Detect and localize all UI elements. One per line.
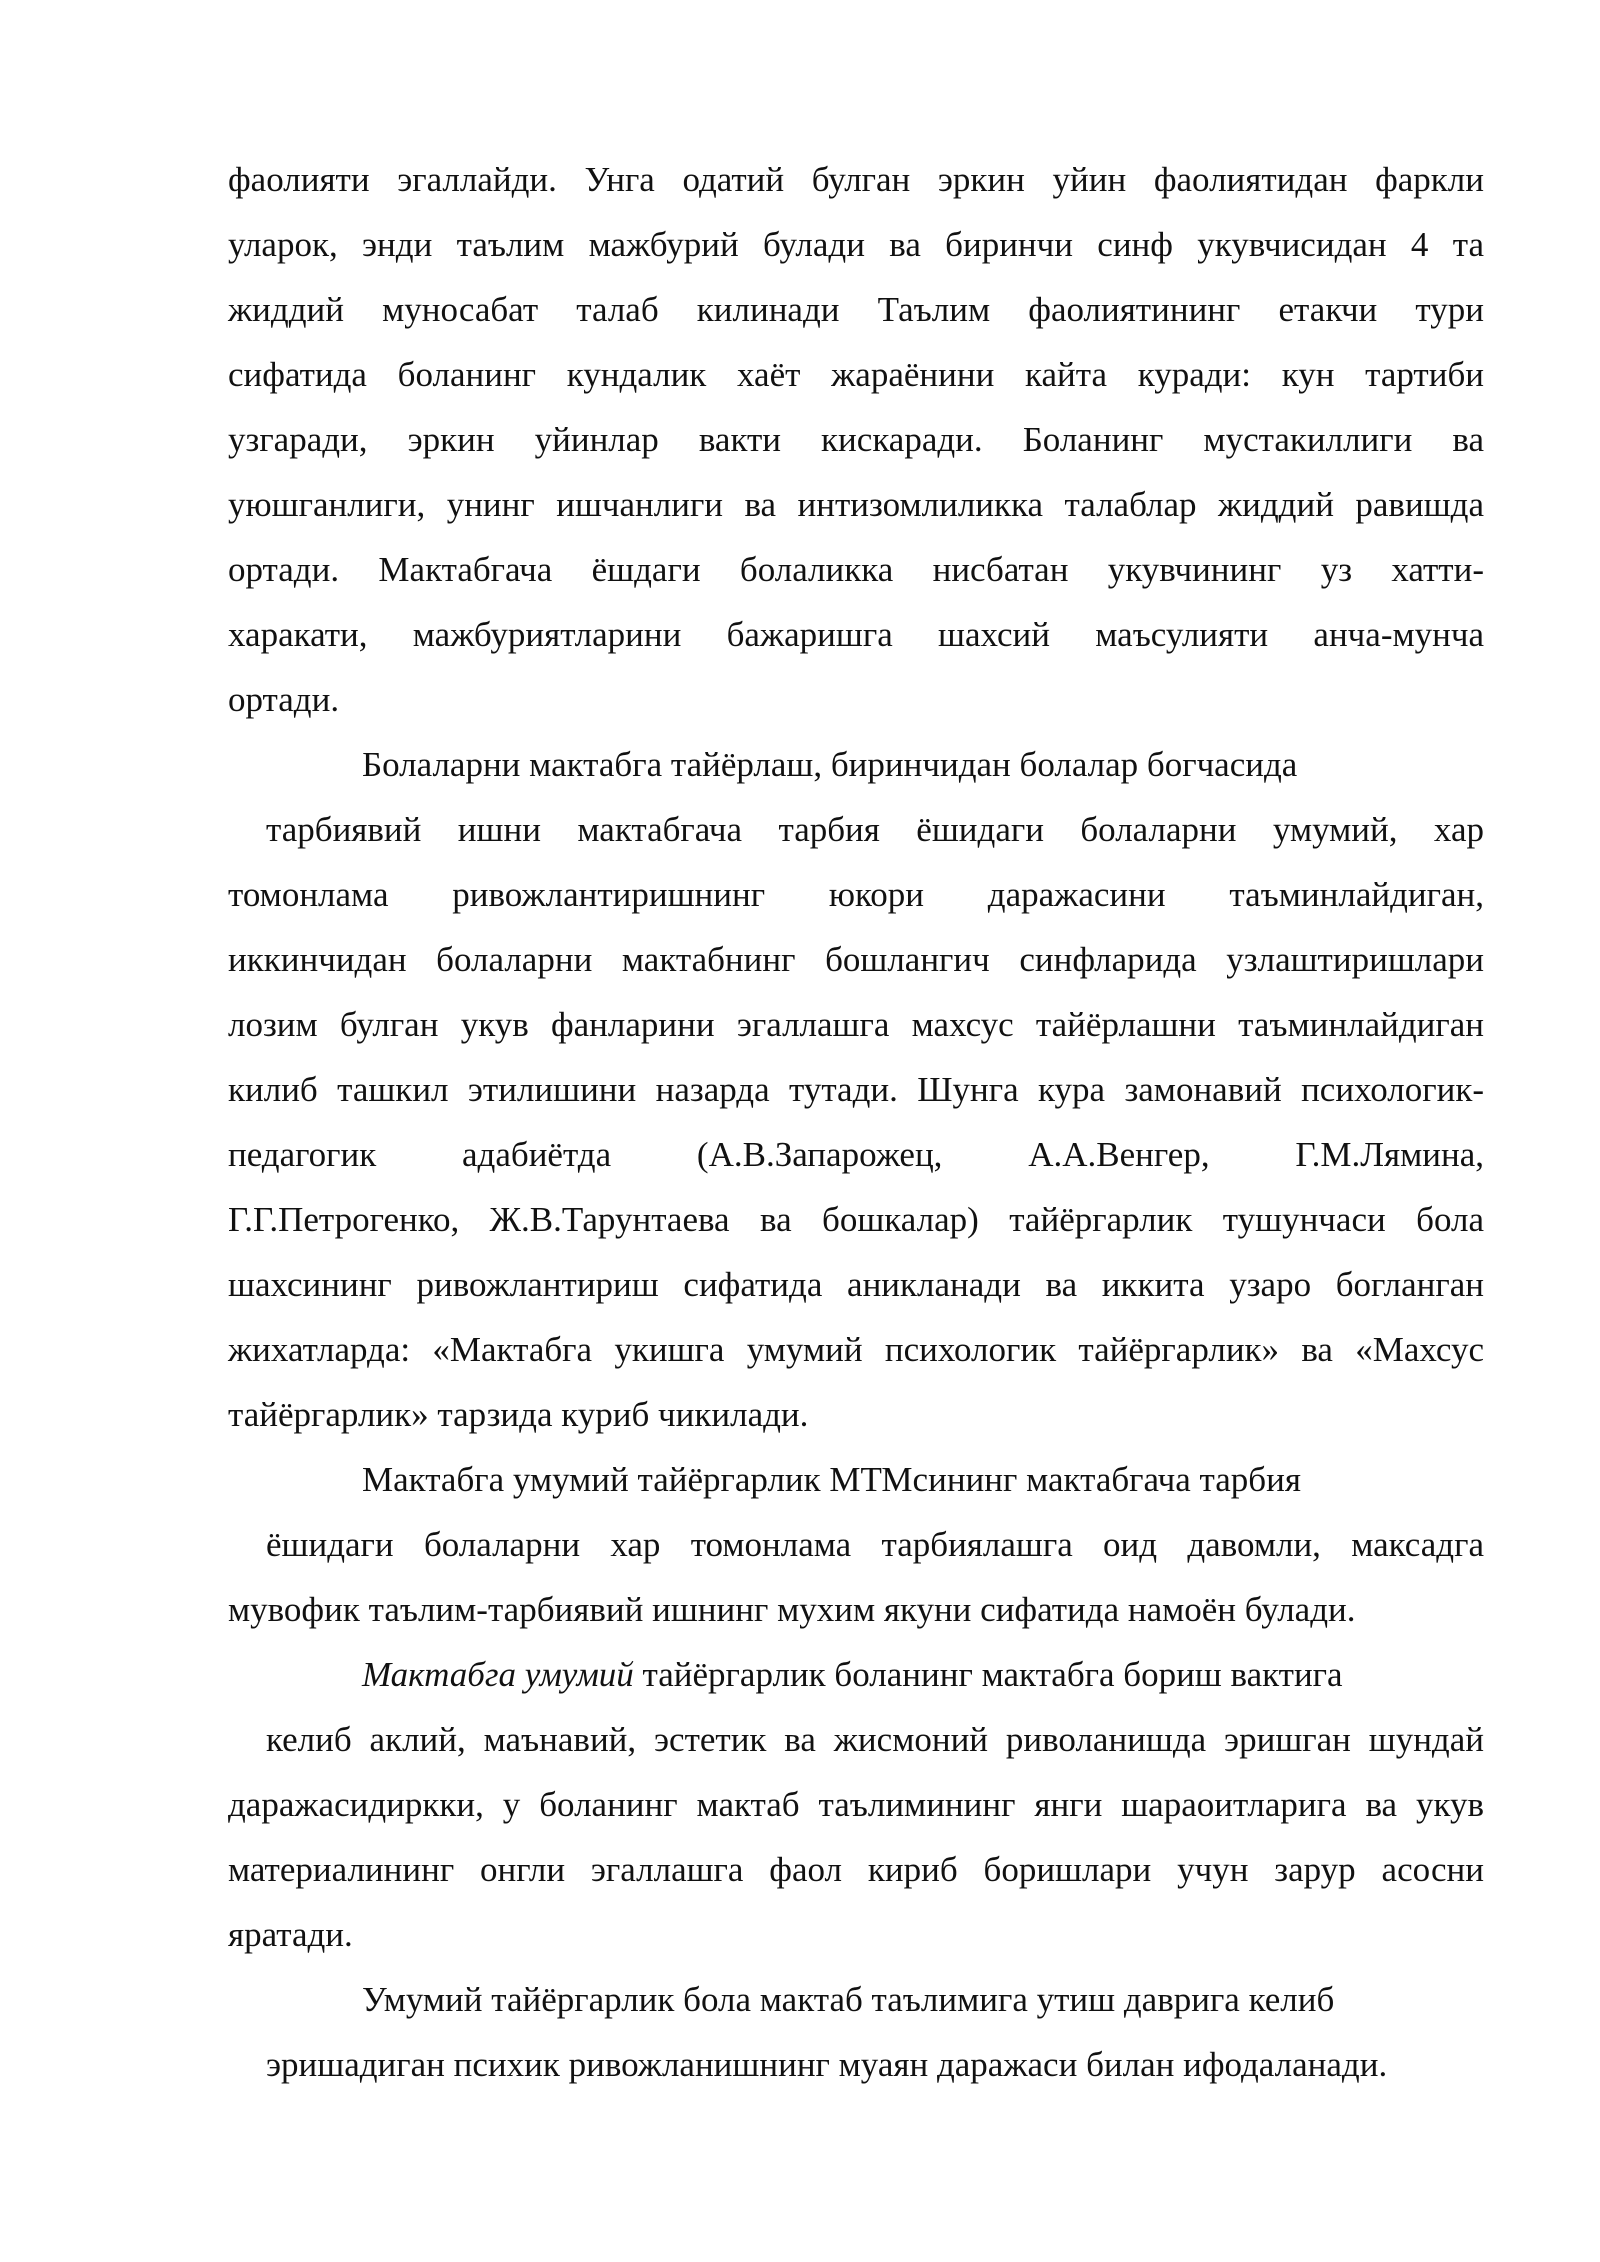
text-line: мувофик таълим-тарбиявий ишнинг мухим якуни сифатида намоён булади. (228, 1590, 1356, 1629)
text-line: эришадиган психик ривожланишнинг муаян даражаси билан ифодаланади. (266, 2045, 1388, 2084)
text-line: ортади. (228, 680, 340, 719)
text-line: уюшганлиги, унинг ишчанлиги ва интизомлиликка талаблар жиддий равишда (228, 485, 1484, 524)
text-line: жихатларда: «Мактабга укишга умумий психологик тайёргарлик» ва «Махсус (228, 1330, 1484, 1369)
text-line: келиб аклий, маънавий, эстетик ва жисмоний риволанишда эришган шундай (266, 1720, 1484, 1759)
paragraph (228, 147, 1484, 732)
text-line (228, 1642, 1484, 1707)
text-span: тайёргарлик боланинг мактабга бориш вактига (633, 1655, 1343, 1694)
text-line: уларок, энди таълим мажбурий булади ва биринчи синф укувчисидан 4 та (228, 225, 1484, 264)
text-line: даражасидиркки, у боланинг мактаб таълимининг янги шараоитларига ва укув (228, 1785, 1484, 1824)
paragraph (228, 1642, 1484, 1967)
text-line: лозим булган укув фанларини эгаллашга махсус тайёрлашни таъминлайдиган (228, 1005, 1484, 1044)
text-line: педагогик адабиётда (А.В.Запарожец, А.А.Венгер, Г.М.Лямина, (228, 1135, 1484, 1174)
text-line: тарбиявий ишни мактабгача тарбия ёшидаги болаларни умумий, хар (266, 810, 1484, 849)
text-line: харакати, мажбуриятларини бажаришга шахсий маъсулияти анча-мунча (228, 615, 1484, 654)
text-line: килиб ташкил этилишини назарда тутади. Шунга кура замонавий психологик- (228, 1070, 1484, 1109)
italic-term: Мактабга умумий (362, 1655, 634, 1694)
text-line: томонлама ривожлантиришнинг юкори даражасини таъминлайдиган, (228, 875, 1484, 914)
text-line: Умумий тайёргарлик бола мактаб таълимига утиш даврига келиб (362, 1980, 1335, 2019)
text-line: шахсининг ривожлантириш сифатида аникланади ва иккита узаро богланган (228, 1265, 1484, 1304)
text-line: узгаради, эркин уйинлар вакти кискаради. Боланинг мустакиллиги ва (228, 420, 1484, 459)
paragraph (228, 1447, 1484, 1642)
paragraph (228, 1967, 1484, 2097)
text-line: материалининг онгли эгаллашга фаол кириб боришлари учун зарур асосни (228, 1850, 1484, 1889)
text-line: яратади. (228, 1915, 353, 1954)
text-line: ёшидаги болаларни хар томонлама тарбиялашга оид давомли, максадга (266, 1525, 1484, 1564)
text-line: сифатида боланинг кундалик хаёт жараёнини кайта куради: кун тартиби (228, 355, 1484, 394)
text-line: тайёргарлик» тарзида куриб чикилади. (228, 1395, 809, 1434)
paragraph (228, 732, 1484, 1447)
document-body (228, 147, 1484, 2097)
text-line: фаолияти эгаллайди. Унга одатий булган эркин уйин фаолиятидан фаркли (228, 160, 1484, 199)
text-line: Г.Г.Петрогенко, Ж.В.Тарунтаева ва бошкалар) тайёргарлик тушунчаси бола (228, 1200, 1484, 1239)
text-line: жиддий муносабат талаб килинади Таълим фаолиятининг етакчи тури (228, 290, 1484, 329)
text-line: ортади. Мактабгача ёшдаги болаликка нисбатан укувчининг уз хатти- (228, 550, 1484, 589)
text-line: иккинчидан болаларни мактабнинг бошлангич синфларида узлаштиришлари (228, 940, 1484, 979)
text-line: Болаларни мактабга тайёрлаш, биринчидан болалар богчасида (362, 745, 1298, 784)
text-line: Мактабга умумий тайёргарлик МТМсининг мактабгача тарбия (362, 1460, 1301, 1499)
